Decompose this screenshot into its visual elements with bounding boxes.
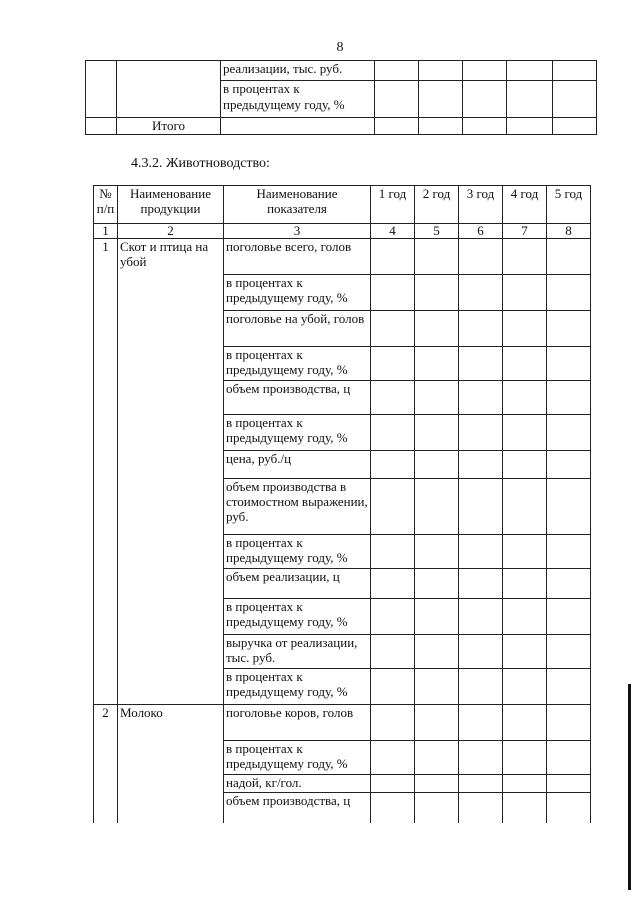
row-number: 1	[94, 239, 118, 705]
cell-empty	[86, 61, 117, 118]
header-year-3: 3 год	[459, 186, 503, 224]
indicator-cell: объем реализации, ц	[224, 569, 371, 599]
scan-edge-mark	[628, 684, 631, 890]
livestock-table	[93, 185, 591, 823]
product-name: Молоко	[118, 705, 224, 823]
continuation-table	[85, 60, 597, 135]
indicator-cell: надой, кг/гол.	[224, 775, 371, 793]
indicator-cell: в процентах к предыдущему году, %	[221, 81, 375, 118]
indicator-cell: в процентах к предыдущему году, %	[224, 741, 371, 775]
indicator-cell: в процентах к предыдущему году, %	[224, 599, 371, 635]
header-row	[94, 186, 591, 224]
header-indicator: Наименование показателя	[224, 186, 371, 224]
indicator-cell: в процентах к предыдущему году, %	[224, 669, 371, 705]
indicator-cell: реализации, тыс. руб.	[221, 61, 375, 81]
indicator-cell: поголовье коров, голов	[224, 705, 371, 741]
page-number: 8	[336, 40, 344, 55]
indicator-cell: объем производства, ц	[224, 381, 371, 415]
row-number: 2	[94, 705, 118, 823]
indicator-cell: в процентах к предыдущему году, %	[224, 275, 371, 311]
indicator-cell: поголовье всего, голов	[224, 239, 371, 275]
column-number-row: 1 2 3 4 5 6 7 8	[94, 224, 591, 239]
indicator-cell: объем производства в стоимостном выражении, руб.	[224, 479, 371, 535]
total-row	[86, 118, 597, 135]
table-row	[94, 705, 591, 741]
table-row	[86, 61, 597, 81]
indicator-cell: в процентах к предыдущему году, %	[224, 347, 371, 381]
header-year-2: 2 год	[415, 186, 459, 224]
total-label: Итого	[117, 118, 221, 135]
indicator-cell: в процентах к предыдущему году, %	[224, 535, 371, 569]
cell-empty	[117, 61, 221, 118]
header-year-4: 4 год	[503, 186, 547, 224]
header-num: № п/п	[94, 186, 118, 224]
indicator-cell: выручка от реализации, тыс. руб.	[224, 635, 371, 669]
section-heading: 4.3.2. Животноводство:	[131, 156, 270, 171]
indicator-cell: в процентах к предыдущему году, %	[224, 415, 371, 451]
header-year-5: 5 год	[547, 186, 591, 224]
table-row	[94, 239, 591, 275]
header-year-1: 1 год	[371, 186, 415, 224]
indicator-cell: объем производства, ц	[224, 793, 371, 823]
indicator-cell: цена, руб./ц	[224, 451, 371, 479]
header-product: Наименование продукции	[118, 186, 224, 224]
indicator-cell: поголовье на убой, голов	[224, 311, 371, 347]
product-name: Скот и птица на убой	[118, 239, 224, 705]
